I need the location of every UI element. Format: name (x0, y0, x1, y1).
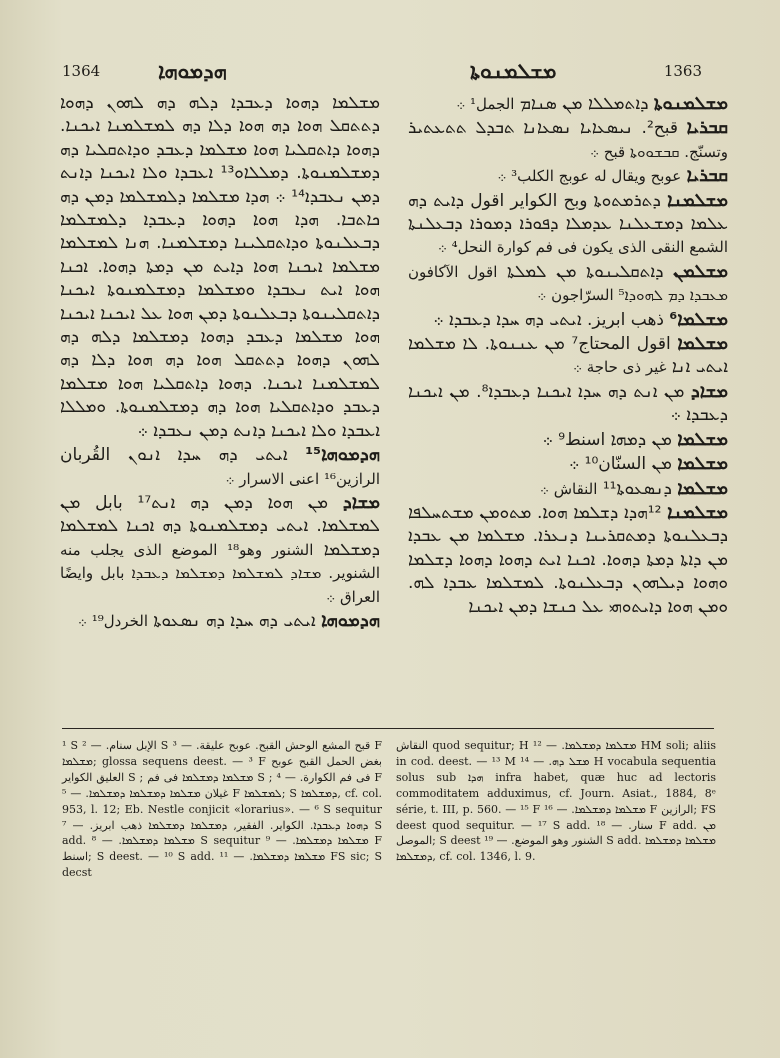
arabic-gloss: الشنور وهو¹⁸ الموضع الذى يجلب منه الشنوير. ܡܫܐܕ ܠܡܫܠܡܐ ܕܡܫܠܡܐ ܕܥܒܕܐ بابل وايضًا العراق ܀ (60, 540, 380, 606)
arabic-gloss: عوبح ويقال له عوبج الكلب³ ܀ (497, 167, 682, 186)
lexicon-entry (408, 428, 728, 452)
entry-headword: ܡܫܐܕ (342, 491, 381, 513)
entry-gloss: ܐܝܬܝ ܕܗ ܚܕܐ ܕܗ ܢܣܥܘܬܐ (153, 610, 316, 631)
lexicon-entry (60, 609, 380, 633)
lexicon-entry (408, 116, 728, 164)
arabic-gloss: وتسنّج. ܩܒܫܘܘܬܐ قبح ܀ (590, 142, 728, 161)
entry-gloss: ذهب ابريز. ܐܝܬܝ ܕܗ ܚܕܐ ܕܥܒܕܐ ܀ (433, 309, 664, 330)
lexicon-entry (408, 308, 728, 332)
right-text-column (408, 92, 728, 619)
entry-headword: ܡܫܠܡܐ (677, 453, 728, 475)
lexicon-entry (408, 189, 728, 260)
entry-gloss: ܡܢ ܐܢܬ ܕܗ ܚܕܐ ܐܝܟܢܐ ܕܥܒܕܐ⁸. ܡܢ ܐܝܟܢܐ ܕܥܒܕܐ ܀ (408, 381, 728, 426)
entry-headword: ܩܒܪܝܐ (686, 165, 728, 187)
entry-gloss: اقول المحتاج⁷ ܡܢ ܥܢܢܘܬܐ. ܠܐ ܡܫܠܡܐ ܐܝܬܝ ܐܢܐ (408, 334, 728, 378)
right-running-title: ܡܫܠܡܢܘܬܐ (470, 58, 557, 83)
entry-gloss: ܕܢܣܥܘܬܐ¹¹ (602, 478, 672, 499)
lexicon-entry (408, 92, 728, 116)
arabic-gloss: النقاش ܀ (539, 479, 598, 498)
lexicon-entry (408, 452, 728, 476)
footnote-divider (62, 728, 714, 729)
footnote-text: ¹ S الإبل سنام. — ² S قبح المشع الوحش القبح. عوبح عليقة. — ³ F ܡܫܠܡܐ; glossa sequens deest. — ³ F بغض الحمل القبح عوبح العليق الكواير S ; ܡܫܠܡܐ ܕܡܫܠܡܐ فى فم S ; فى فم الكوارة. — ⁴ F غيلان ܡܫܠܡܐ ܕܡܫܠܡܐ ܕܡܫܠܡܐ. — ⁵ F ܠܡܫܠܡܐ; S ܕܡܫܠܡܐ, cf. col. 953, l. 12; Eb. Nestle conjicit «lorarius». — ⁶ S sequitur ܕܗܘܐ ܕܥܒܕܐ. الكواير. الفقير, ܕܡܫܠܡܐ ܕܡܫܠܡܐ ذهب ابريز. — ⁷ S add. ܡܫܠܡܐ ܕܡܫܠܡܐ. — ⁸ S sequitur ܡܫܠܡܐ ܕܡܫܠܡܐ. — ⁹ F اسنط; S deest. — ¹⁰ S add. ܡܫܠܡܐ ܕܡܫܠܡܐ. — ¹¹ FS sic; S decst (62, 739, 383, 880)
left-footnotes (62, 738, 382, 881)
lexicon-entry (60, 491, 380, 609)
left-page-number: 1364 (62, 62, 101, 80)
lexicon-entry (408, 477, 728, 501)
arabic-gloss: الخردل¹⁹ ܀ (77, 611, 148, 630)
lexicon-entry (408, 501, 728, 619)
arabic-gloss: الرازين¹⁶ اعنى الاسرار ܀ (225, 469, 380, 488)
entry-gloss: ܡܫܠܡܐ ܕܗܘܐ ܕܥܒܕܐ ܕܠܗ ܕܗ ܠܗܘܢ ܕܗܘܐ ܕܬܬܩܠ ܗܘܐ ܕܗ ܗܘܐ ܕܠܐ ܕܗ ܠܡܫܠܡܢܐ ܐܝܟܢܐ. ܕܗܘܐ ܕܐܬܩܠܝܐ ܗܘܐ ܡܫܠܡܐ ܕܥܒܕ ܘܕܐܬܩܠܝܐ ܕܗ ܕܡܫܠܡܢܘܬܐ. ܕܡܠܠܐܘ¹³ ܐܥܒܕܐ ܘܠܐ ܐܝܟܢܐ ܕܐܢܬ ܕܡܢ ܢܥܒܕܐ¹⁴ ܀ ܗܕܐ ܡܫܠܡܐ ܕܠܡܫܠܡܐ ܕܡܢ ܕܗ ܟܐܬܒܐ. ܗܕܐ ܗܘܐ ܕܗܘܐ ܕܥܒܕܐ ܕܠܡܫܠܡܐ ܕܒܥܠܢܘܬܐ ܘܕܐܬܩܠܝܢܐ ܕܡܫܠܡܢܐ. ܗܢܐ ܠܡܫܠܡܐ ܡܫܠܡܐ ܐܝܟܢܐ ܗܘܐ ܕܐܝܬ ܡܢ ܕܡܬܐ ܕܗܘܐ. ܐܟܢܐ ܗܘܐ ܐܝܬ ܢܥܒܕܐ ܘܡܫܠܡܐ ܕܡܫܠܡܢܘܬܐ ܐܝܟܢܐ ܕܐܬܩܠܝܢܘܬܐ ܕܒܥܠܢܘܬܐ ܕܡܢ ܗܘܐ ܥܠ ܐܝܟܢܐ ܐܝܟܢܐ ܗܘܐ ܡܫܠܡܐ ܕܥܒܕ ܕܗܘܐ ܕܡܫܠܡܐ ܕܠܗ ܕܗ ܠܗܘܢ ܕܗܘܐ ܕܬܬܩܠ ܗܘܐ ܕܗ ܗܘܐ ܕܠܐ ܕܗ ܠܡܫܠܡܢܐ ܐܝܟܢܐ. ܕܗܘܐ ܕܐܬܩܠܝܐ ܗܘܐ ܡܫܠܡܐ ܕܥܒܕ ܘܕܐܬܩܠܝܐ ܗܘܐ ܕܗ ܕܡܫܠܡܢܘܬܐ. ܘܡܠܠܐ ܐܥܒܕܐ ܘܠܐ ܐܝܟܢܐ ܕܐܢܬ ܕܡܢ ܢܥܒܕܐ ܀ (60, 93, 380, 441)
lexicon-entry (60, 92, 380, 443)
arabic-gloss: الجمل¹ ܀ (456, 95, 515, 113)
entry-headword: ܡܫܠܡܐ⁶ (669, 308, 728, 330)
entry-headword: ܡܫܠܡܐ (677, 428, 728, 450)
arabic-gloss: غير ذى حاجة ܀ (572, 358, 667, 377)
entry-headword: ܡܫܠܡܢܐ (667, 501, 728, 523)
entry-gloss: ܐܝܬܝ ܕܗ ܚܕܐ ܐܢܘܢ القُربان (60, 445, 288, 466)
entry-gloss: ¹²ܗܕܐ ܕܫܠܡܐ ܗܘܐ. ܡܬܘܡܢ ܡܫܬܚܠܦܐ ܕܒܥܠܢܘܬܐ ܕܡܬܩܪܝܢܐ ܕܢܥܪܐ. ܡܫܠܡܐ ܡܢ ܥܒܕܐ ܡܢ ܕܐܬܐ ܕܡܬܐ ܕܗܘܐ. ܐܟܢܐ ܐܝܬ ܕܗܘܐ ܕܗܘܐ ܕܫܠܡܐ ܘܗܘܐ ܕܝܠܗܘܢ ܕܒܥܠܢܘܬܐ. ܠܡܫܠܡܐ ܥܒܕܐ ܠܗ. ܘܡܢ ܗܘܐ ܕܐܝܬܘܗܝ ܥܠ ܟܢܫܐ ܕܡܢ ܐܝܟܢܐ (408, 502, 728, 617)
entry-gloss: ܕܐܬܡܠܠܐ ܡܢ ܣܢܐܡ (519, 94, 649, 114)
left-text-column (60, 92, 380, 633)
entry-headword: ܗܕܡܘܗܐ¹⁵ (305, 444, 380, 466)
entry-headword: ܡܫܠܡܢܐ (667, 189, 728, 211)
arabic-gloss: الشمع النقى الذى يكون فى فم كوارة النحل⁴ ܀ (437, 238, 728, 257)
entry-gloss: ܕܬܪܡܬܘܬܐ وبح الكواير اقول ܕܐܝܬ ܕܗ ܥܠܡܐ ܕܡܫܥܠܢܐ ܥܕܡܠܐ ܕܦܘܪܐ ܕܡܘܪܐ ܕܒܥܠܢܬܐ (408, 190, 728, 235)
entry-gloss: ܡܢ السنّان¹⁰ ܀ (569, 454, 672, 475)
lexicon-entry (408, 164, 728, 188)
entry-headword: ܩܒܪܝܐ (686, 117, 728, 139)
left-running-title: ܗܕܡܘܗܐ (158, 58, 227, 83)
entry-headword: ܗܕܡܘܗܐ (321, 609, 380, 631)
right-footnotes (396, 738, 716, 865)
entry-headword: ܡܫܠܡܐ (677, 477, 728, 499)
lexicon-entry (408, 332, 728, 380)
lexicon-entry (408, 260, 728, 308)
entry-headword: ܡܫܠܡܢܘܬܐ (653, 93, 728, 114)
footnote-text: النقاش quod sequitur; H ܡܫܠܡܐ ܕܡܫܠܡܐ. — ¹² HM soli; aliis in cod. deest. — ¹³ M ܡܫܠ ܕܗ. — ¹⁴ H vocabula sequentia solus sub ܗܕܐ infra habet, quæ huc ad lectoris commoditatem adduximus, cf. Journ. Asiat., 1884, 8ᵉ série, t. III, p. 560. — ¹⁵ F ܡܫܠܡܐ ܕܡܫܠܡܐ. — ¹⁶ F الرازين; FS deest quod sequitur. — ¹⁷ S add. سنار. — ¹⁸ F add. ܡܢ الموصل; S deest الشنور وهو الموضع. — ¹⁹ S add. ܡܫܠܡܐ ܕܡܫܠܡܐ ܕܡܫܠܡܐ, cf. col. 1346, l. 9. (396, 739, 717, 864)
entry-gloss: قبح². ܢܝܣܥܐܝܐ ܢܣܥܐܢܐ ܬܒܕܠ ܬܬܥܬܝܪ (408, 118, 678, 139)
lexicon-entry (60, 443, 380, 491)
entry-gloss: ܡܢ ܕܡܗܐ اسنط⁹ ܀ (542, 429, 672, 450)
entry-headword: ܡܫܠܡܐ (677, 333, 729, 355)
entry-gloss: ܕܐܬܩܠܝܢܘܬܐ ܡܢ ܠܡܠܬܐ (507, 261, 664, 282)
lexicon-entry (408, 380, 728, 428)
right-page-number: 1363 (663, 62, 702, 80)
entry-gloss: ܡܢ ܗܘܐ ܕܡܢ ܕܗ ܐܢܬ¹⁷ بابل ܡܢ ܠܡܫܠܡܐ. ܐܝܬܝ ܕܡܫܠܡܢܘܬܐ ܕܗ ܐܟܢܐ ܠܡܫܠܡܐ ܕܡܫܠܡܐ (60, 492, 381, 560)
entry-headword: ܡܫܠܡܢ (673, 260, 729, 282)
arabic-gloss: اقول الآكافون ܡܥܒܕܐ ܕܡ ܠܗܘܕܐ⁵ السرّاجون ܀ (408, 262, 728, 305)
entry-headword: ܡܫܐܕ (690, 380, 729, 402)
